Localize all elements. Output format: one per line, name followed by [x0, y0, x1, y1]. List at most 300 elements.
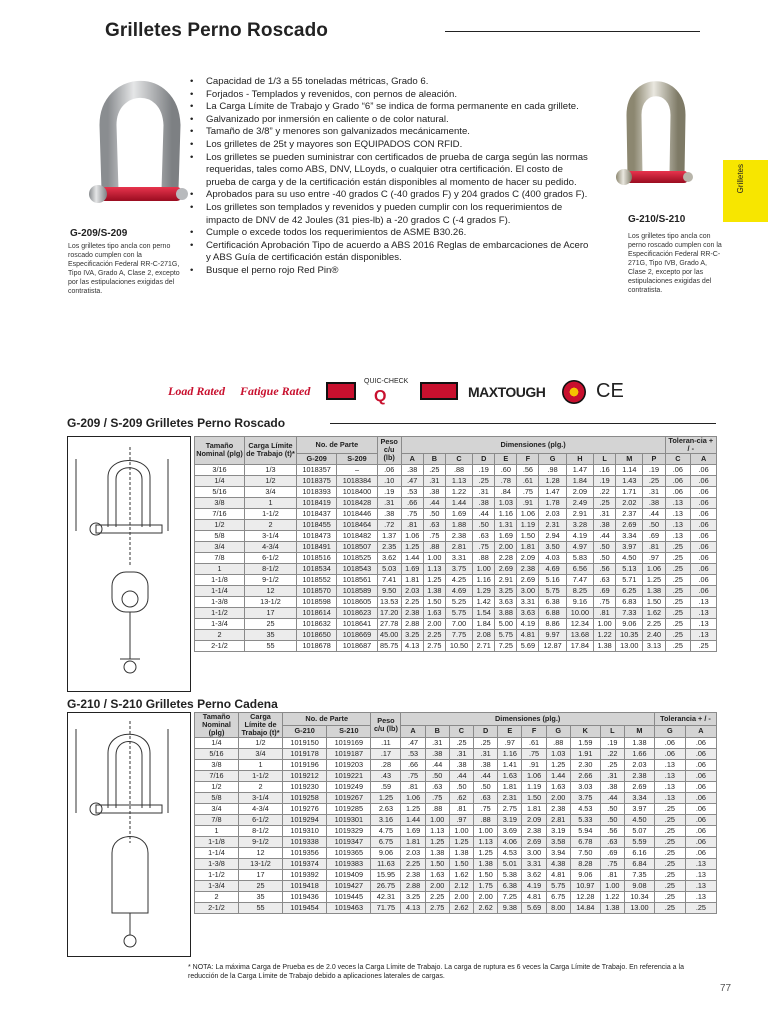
table-cell: 1	[239, 760, 283, 771]
table-cell: 2.71	[473, 640, 495, 651]
table-cell: .44	[423, 497, 445, 508]
table-cell: 10.34	[624, 892, 654, 903]
table-cell: 1.44	[401, 552, 423, 563]
col-dim-d: D	[474, 725, 498, 738]
table-cell: .47	[401, 738, 425, 749]
table-cell: 5.94	[570, 826, 600, 837]
table-cell: 2.28	[495, 552, 517, 563]
ta-logo	[326, 382, 356, 400]
table-cell: 3.69	[498, 826, 522, 837]
table-cell: .13	[691, 618, 717, 629]
table-cell: 4-3/4	[245, 541, 297, 552]
table-cell: .31	[377, 497, 401, 508]
table-cell: .61	[522, 738, 546, 749]
table-cell: .38	[425, 749, 449, 760]
table-row	[195, 771, 717, 782]
table-cell: 17	[239, 870, 283, 881]
table-cell: .59	[371, 782, 401, 793]
table-cell: 3.00	[517, 585, 539, 596]
table-cell: 6.56	[566, 563, 593, 574]
table-cell: 4.13	[401, 640, 423, 651]
table-row	[195, 607, 717, 618]
table-row	[195, 563, 717, 574]
table-cell: 5.75	[539, 585, 566, 596]
footnote: * NOTA: La máxima Carga de Prueba es de 2.0 veces la Carga Límite de Trabajo. La carga de ruptura es 6 veces la Carga Límite de Trabajo. En referencia a la reducción de la Carga Límite de Trabajo debido a aplicaciones laterales de cargas.	[188, 964, 684, 980]
table-cell: 1019392	[283, 870, 327, 881]
table-cell: .25	[473, 475, 495, 486]
table-cell: 1-1/2	[245, 508, 297, 519]
table-cell: 5.33	[570, 815, 600, 826]
table-cell: 7/8	[195, 552, 245, 563]
table-cell: 2.00	[495, 541, 517, 552]
table-row	[195, 859, 717, 870]
table-cell: 1.38	[643, 585, 665, 596]
table-cell: .25	[449, 738, 473, 749]
table-cell: 3.58	[546, 837, 570, 848]
certification-logos	[168, 378, 624, 410]
fatigue-rated-logo: Fatigue Rated	[240, 384, 311, 398]
col-dim-f: F	[517, 454, 539, 465]
table-cell: .06	[665, 486, 691, 497]
table-cell: 3.25	[401, 892, 425, 903]
table-cell: 5.07	[624, 826, 654, 837]
table-row	[195, 552, 717, 563]
box-logo	[420, 382, 458, 400]
table-cell: 2.81	[445, 541, 472, 552]
table-cell: 1-1/8	[195, 837, 239, 848]
table-cell: 10.50	[445, 640, 472, 651]
table-cell: 1.25	[401, 804, 425, 815]
table-cell: .06	[685, 848, 716, 859]
col-part-no: No. de Parte	[283, 713, 371, 726]
table-cell: .13	[685, 859, 716, 870]
table-cell: 2.38	[401, 607, 423, 618]
table-cell: 2.25	[425, 892, 449, 903]
table-cell: 1.16	[495, 508, 517, 519]
table-cell: .62	[449, 793, 473, 804]
table-cell: 9.06	[616, 618, 643, 629]
col-dim-h: H	[566, 454, 593, 465]
table-cell: .38	[600, 782, 624, 793]
table-cell: .38	[449, 760, 473, 771]
table-cell: 9.08	[624, 881, 654, 892]
feature-item: • Certificación Aprobación Tipo de acuerdo a ABS 2016 Reglas de embarcaciones de Acero y ABS Guía de certificación están disponibles.	[190, 240, 590, 265]
table-cell: 1019338	[283, 837, 327, 848]
feature-item: • Forjados - Templados y revenidos, con pernos de aleación.	[190, 89, 590, 102]
col-g210: G-210	[283, 725, 327, 738]
table-cell: .25	[423, 464, 445, 475]
table-cell: 9.38	[498, 903, 522, 914]
table-cell: 5.71	[616, 574, 643, 585]
table-cell: 2	[195, 629, 245, 640]
table-cell: 2-1/2	[195, 903, 239, 914]
table-cell: .98	[539, 464, 566, 475]
table-cell: 3.31	[517, 596, 539, 607]
table-cell: .19	[643, 464, 665, 475]
table-cell: .88	[473, 552, 495, 563]
table-cell: 1019374	[283, 859, 327, 870]
table-cell: .25	[594, 497, 616, 508]
table-cell: 8.86	[539, 618, 566, 629]
table-cell: .56	[517, 464, 539, 475]
table-cell: 1018669	[337, 629, 377, 640]
col-g209: G-209	[297, 454, 337, 465]
table-cell: .53	[401, 486, 423, 497]
table-cell: .13	[654, 760, 685, 771]
col-size: Tamaño Nominal (plg)	[195, 713, 239, 738]
table-cell: .63	[423, 519, 445, 530]
table-cell: 1-1/2	[195, 607, 245, 618]
table-row	[195, 618, 717, 629]
table-cell: .13	[665, 497, 691, 508]
table-cell: 3/16	[195, 464, 245, 475]
table-cell: .66	[401, 497, 423, 508]
table-cell: 1.25	[371, 793, 401, 804]
table-cell: 1018589	[337, 585, 377, 596]
table-cell: 3/4	[245, 486, 297, 497]
table-cell: 1019301	[327, 815, 371, 826]
table-cell: 55	[245, 640, 297, 651]
table-cell: 12	[239, 848, 283, 859]
table-cell: 7.25	[498, 892, 522, 903]
table-cell: 1.00	[423, 552, 445, 563]
table-cell: 6.75	[371, 837, 401, 848]
table-cell: 5.01	[498, 859, 522, 870]
table-cell: 17	[245, 607, 297, 618]
table-cell: .50	[594, 541, 616, 552]
table-cell: .13	[665, 508, 691, 519]
table-cell: .81	[449, 804, 473, 815]
table-cell: 2.03	[401, 848, 425, 859]
table-cell: 4.13	[401, 903, 425, 914]
table-cell: .69	[643, 530, 665, 541]
table-cell: 1.06	[522, 771, 546, 782]
table-cell: 1-1/4	[195, 848, 239, 859]
table-cell: 3.62	[522, 870, 546, 881]
table-row	[195, 486, 717, 497]
table-cell: 1019383	[327, 859, 371, 870]
table-cell: 1.50	[517, 530, 539, 541]
table-cell: 1018482	[337, 530, 377, 541]
table-cell: 5.75	[546, 881, 570, 892]
table-cell: 7/16	[195, 771, 239, 782]
table-cell: 1	[195, 563, 245, 574]
table-cell: .75	[517, 486, 539, 497]
table-cell: .69	[600, 848, 624, 859]
table-cell: 1-3/4	[195, 881, 239, 892]
table-cell: .25	[654, 903, 685, 914]
table-cell: 1019427	[327, 881, 371, 892]
table-cell: .91	[517, 497, 539, 508]
table-cell: .06	[691, 464, 717, 475]
table-cell: 7.41	[377, 574, 401, 585]
table-cell: 1018678	[297, 640, 337, 651]
table-cell: 9.97	[539, 629, 566, 640]
table-cell: 3.28	[566, 519, 593, 530]
table-cell: .31	[643, 486, 665, 497]
table-cell: 1	[195, 826, 239, 837]
table-cell: 5.16	[539, 574, 566, 585]
table-cell: 13.68	[566, 629, 593, 640]
table-row	[195, 837, 717, 848]
col-dim-d: D	[473, 454, 495, 465]
col-dim-a: A	[401, 725, 425, 738]
table-cell: 1018632	[297, 618, 337, 629]
table-cell: 17.20	[377, 607, 401, 618]
table-cell: 5/16	[195, 749, 239, 760]
table-cell: .63	[474, 793, 498, 804]
table-cell: .25	[665, 596, 691, 607]
table-cell: .31	[423, 475, 445, 486]
table-cell: 12.34	[566, 618, 593, 629]
table-cell: 2.25	[401, 596, 423, 607]
table-cell: 1019249	[327, 782, 371, 793]
table-cell: .25	[654, 870, 685, 881]
table-cell: 2	[239, 782, 283, 793]
table-row	[195, 892, 717, 903]
table-cell: 1019445	[327, 892, 371, 903]
table-cell: 1018650	[297, 629, 337, 640]
table-cell: 3.19	[546, 826, 570, 837]
table-cell: 1019187	[327, 749, 371, 760]
table-cell: .22	[594, 486, 616, 497]
table-cell: 1.38	[449, 848, 473, 859]
table-cell: .13	[691, 596, 717, 607]
table-cell: 1.00	[473, 563, 495, 574]
table-cell: .06	[654, 749, 685, 760]
table-cell: 3.50	[539, 541, 566, 552]
table-cell: 1-3/4	[195, 618, 245, 629]
table-cell: 1.69	[495, 530, 517, 541]
table-cell: 1.06	[517, 508, 539, 519]
table-cell: 1019267	[327, 793, 371, 804]
table-cell: 4.81	[522, 892, 546, 903]
table-cell: 3.25	[401, 629, 423, 640]
table-cell: 8-1/2	[245, 563, 297, 574]
table-cell: 2.25	[423, 629, 445, 640]
feature-list	[190, 76, 590, 278]
table-cell: 2.75	[423, 640, 445, 651]
table-cell: .06	[685, 760, 716, 771]
col-dim-m: M	[616, 454, 643, 465]
table-cell: .43	[371, 771, 401, 782]
table-cell: .88	[425, 804, 449, 815]
col-dim-e: E	[495, 454, 517, 465]
table-cell: 1.63	[546, 782, 570, 793]
table-cell: 2	[245, 519, 297, 530]
table-cell: 2.38	[546, 804, 570, 815]
right-product-title: G-210/S-210	[628, 214, 686, 225]
table-cell: .13	[691, 629, 717, 640]
table-cell: 7.35	[624, 870, 654, 881]
table-cell: 3.34	[624, 793, 654, 804]
table-cell: .25	[685, 903, 716, 914]
table-cell: 2.91	[495, 574, 517, 585]
table-cell: 4.81	[546, 870, 570, 881]
table-cell: 2.91	[566, 508, 593, 519]
table-cell: .50	[600, 804, 624, 815]
table-cell: 1.78	[539, 497, 566, 508]
col-dim-b: B	[423, 454, 445, 465]
table-cell: .06	[665, 475, 691, 486]
table-cell: 7.75	[445, 629, 472, 640]
table-cell: 3.97	[624, 804, 654, 815]
table-cell: 2.66	[570, 771, 600, 782]
table-cell: 5.13	[616, 563, 643, 574]
table-cell: 1018419	[297, 497, 337, 508]
table-cell: 1.13	[423, 563, 445, 574]
table-cell: 2.00	[425, 881, 449, 892]
table-cell: 1018516	[297, 552, 337, 563]
table-cell: .81	[401, 782, 425, 793]
table-cell: .75	[594, 596, 616, 607]
table-cell: .10	[377, 475, 401, 486]
table-cell: 1.54	[473, 607, 495, 618]
table-row	[195, 530, 717, 541]
table-cell: 7.50	[570, 848, 600, 859]
chain-shackle-diagram	[67, 712, 191, 957]
col-dim-g: G	[539, 454, 566, 465]
table-cell: 8-1/2	[239, 826, 283, 837]
table-cell: 15.95	[371, 870, 401, 881]
table-cell: 4.81	[517, 629, 539, 640]
table-cell: 1018437	[297, 508, 337, 519]
table-cell: .25	[474, 738, 498, 749]
table-cell: .88	[423, 541, 445, 552]
table-cell: 2.88	[401, 881, 425, 892]
table-cell: .50	[473, 519, 495, 530]
chain-shackle-image	[610, 75, 700, 205]
table-cell: .13	[654, 793, 685, 804]
table-cell: 3.00	[522, 848, 546, 859]
table-cell: 1.13	[425, 826, 449, 837]
table-cell: 1.00	[474, 826, 498, 837]
table-cell: 1.25	[546, 760, 570, 771]
table-cell: .25	[654, 804, 685, 815]
table-cell: 6.16	[624, 848, 654, 859]
table-cell: .25	[654, 881, 685, 892]
table-cell: 1.25	[425, 837, 449, 848]
table-cell: .81	[643, 541, 665, 552]
table-cell: 17.84	[566, 640, 593, 651]
table-cell: .11	[371, 738, 401, 749]
table-cell: 3.16	[371, 815, 401, 826]
table-cell: 1018357	[297, 464, 337, 475]
table-cell: 1.81	[522, 804, 546, 815]
table-cell: 4.06	[498, 837, 522, 848]
table-cell: 3/4	[195, 541, 245, 552]
table-cell: 1.69	[401, 563, 423, 574]
table-cell: 6.84	[624, 859, 654, 870]
table-cell: 1.50	[449, 859, 473, 870]
table-cell: .53	[401, 749, 425, 760]
table-cell: .75	[425, 793, 449, 804]
col-tolerance: Toleran-cia + / -	[665, 437, 716, 454]
col-s209: S-209	[337, 454, 377, 465]
table-cell: 3-1/4	[245, 530, 297, 541]
table-cell: 1.50	[474, 870, 498, 881]
table-cell: .69	[594, 585, 616, 596]
table-cell: 35	[245, 629, 297, 640]
table-cell: 5.03	[377, 563, 401, 574]
table-cell: .97	[643, 552, 665, 563]
load-rated-logo: Load Rated	[168, 384, 225, 398]
table-cell: .06	[654, 738, 685, 749]
table-cell: 2.30	[570, 760, 600, 771]
table-cell: 2.62	[474, 903, 498, 914]
table-cell: 2.02	[616, 497, 643, 508]
table-cell: .38	[377, 508, 401, 519]
table-cell: .06	[691, 475, 717, 486]
col-dim-l: L	[600, 725, 624, 738]
table-cell: 14.84	[570, 903, 600, 914]
table-cell: 5.00	[495, 618, 517, 629]
table-cell: 2.40	[643, 629, 665, 640]
table-cell: 1.62	[643, 607, 665, 618]
table-cell: 4.75	[371, 826, 401, 837]
table-cell: 2.25	[643, 618, 665, 629]
table-cell: 12.28	[570, 892, 600, 903]
table-cell: .75	[522, 749, 546, 760]
table-cell: 2-1/2	[195, 640, 245, 651]
table-row	[195, 760, 717, 771]
table-cell: 2.69	[495, 563, 517, 574]
table-cell: 1/2	[239, 738, 283, 749]
table-cell: 1.41	[498, 760, 522, 771]
table-cell: .50	[474, 782, 498, 793]
table-cell: 4.03	[539, 552, 566, 563]
col-size: Tamaño Nominal (plg)	[195, 437, 245, 465]
table-cell: .13	[665, 519, 691, 530]
table-cell: 2	[195, 892, 239, 903]
table-cell: 1018614	[297, 607, 337, 618]
table-cell: 1.31	[495, 519, 517, 530]
feature-item: • Los grilletes son templados y revenidos y pueden cumplir con los requerimientos de impacto de DNV de 42 Joules (31 pies-lb) a -20 grados C (-4 grados F).	[190, 202, 590, 227]
table-cell: .06	[685, 804, 716, 815]
col-part-no: No. de Parte	[297, 437, 378, 454]
table-cell: 5/16	[195, 486, 245, 497]
table-cell: 6.38	[539, 596, 566, 607]
table-cell: .75	[423, 530, 445, 541]
table-cell: 1.29	[473, 585, 495, 596]
table-cell: 2.03	[624, 760, 654, 771]
table-cell: 5.75	[495, 629, 517, 640]
table-cell: 1019258	[283, 793, 327, 804]
table-cell: 13.53	[377, 596, 401, 607]
table-cell: 2.75	[425, 903, 449, 914]
table-cell: .47	[401, 475, 423, 486]
table-cell: 4-3/4	[239, 804, 283, 815]
table-cell: 8.28	[570, 859, 600, 870]
table-cell: 1.43	[616, 475, 643, 486]
table-row	[195, 881, 717, 892]
table-row	[195, 848, 717, 859]
table-cell: 1018605	[337, 596, 377, 607]
table-cell: .50	[425, 771, 449, 782]
table-cell: 4.19	[522, 881, 546, 892]
table-cell: 1.81	[517, 541, 539, 552]
col-dim-c: C	[445, 454, 472, 465]
table-cell: .56	[594, 563, 616, 574]
table-cell: 1.50	[643, 596, 665, 607]
table-cell: .50	[643, 519, 665, 530]
table-cell: 10.97	[570, 881, 600, 892]
table-cell: 1.22	[445, 486, 472, 497]
quic-check-logo: QUIC-CHECK	[364, 378, 409, 385]
table-cell: 1.63	[425, 870, 449, 881]
table-cell: 2.88	[401, 618, 423, 629]
table-cell: 1.50	[425, 859, 449, 870]
